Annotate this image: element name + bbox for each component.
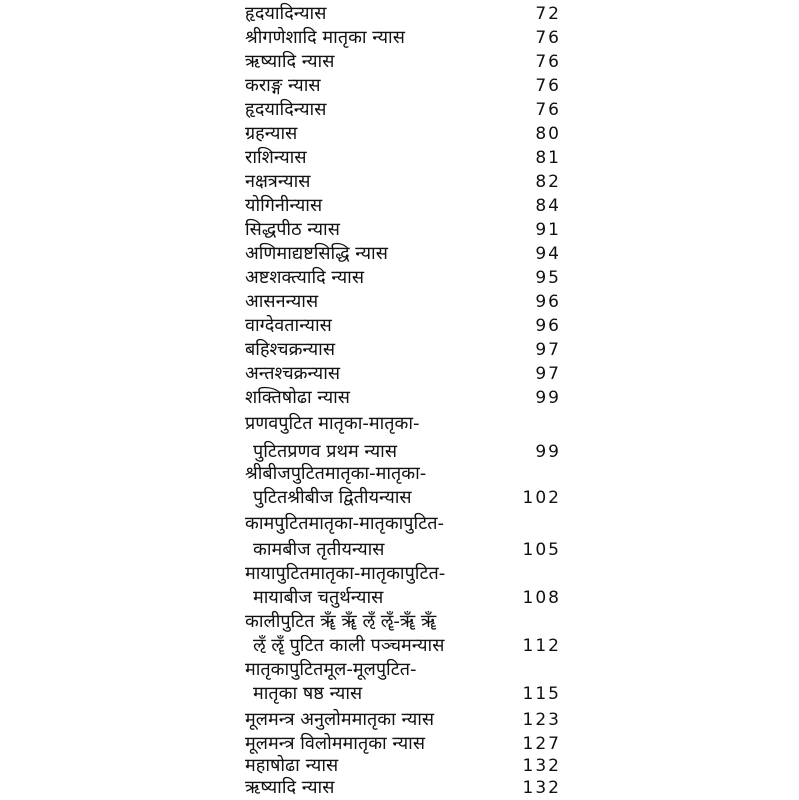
entry-title: मातृका षष्ठ न्यास xyxy=(253,683,363,704)
toc-entry xyxy=(0,538,799,562)
entry-title: ऋष्यादि न्यास xyxy=(245,51,335,72)
toc-entry xyxy=(0,266,799,290)
entry-page: 91 xyxy=(535,220,561,240)
entry-title: बहिश्चक्रन्यास xyxy=(245,339,335,360)
toc-entry xyxy=(0,314,799,338)
entry-page: 82 xyxy=(535,172,561,192)
entry-page: 123 xyxy=(522,710,561,730)
entry-title: मातृकापुटितमूल-मूलपुटित- xyxy=(245,659,417,680)
entry-title: श्रीबीजपुटितमातृका-मातृका- xyxy=(245,463,427,484)
toc-entry xyxy=(0,50,799,74)
entry-title: पुटितश्रीबीज द्वितीयन्यास xyxy=(253,487,412,508)
entry-title: अणिमाद्यष्टसिद्धि न्यास xyxy=(245,243,388,264)
toc-entry xyxy=(0,634,799,658)
toc-entry xyxy=(0,74,799,98)
toc-entry xyxy=(0,122,799,146)
entry-page: 115 xyxy=(522,684,561,704)
toc-entry xyxy=(0,194,799,218)
entry-title: हृदयादिन्यास xyxy=(245,3,327,24)
entry-title: हृदयादिन्यास xyxy=(245,99,327,120)
entry-page: 99 xyxy=(535,442,561,462)
entry-title: ग्रहन्यास xyxy=(245,123,298,144)
toc-entry xyxy=(0,682,799,706)
entry-page: 99 xyxy=(535,388,561,408)
toc-entry xyxy=(0,462,799,486)
entry-page: 96 xyxy=(535,292,561,312)
entry-page: 76 xyxy=(535,100,561,120)
toc-entry xyxy=(0,412,799,436)
toc-entry xyxy=(0,386,799,410)
toc-entry xyxy=(0,776,799,800)
entry-title: आसनन्यास xyxy=(245,291,319,312)
toc-entry xyxy=(0,658,799,682)
toc-entry xyxy=(0,242,799,266)
entry-title: मायाबीज चतुर्थन्यास xyxy=(253,587,384,608)
toc-entry xyxy=(0,26,799,50)
entry-title: राशिन्यास xyxy=(245,147,307,168)
entry-page: 76 xyxy=(535,52,561,72)
toc-entry xyxy=(0,338,799,362)
toc-entry xyxy=(0,2,799,26)
entry-page: 81 xyxy=(535,148,561,168)
toc-entry xyxy=(0,146,799,170)
entry-title: महाषोढा न्यास xyxy=(245,755,339,776)
entry-page: 84 xyxy=(535,196,561,216)
toc-entry xyxy=(0,290,799,314)
entry-title: मूलमन्त्र विलोममातृका न्यास xyxy=(245,733,426,754)
entry-title: मूलमन्त्र अनुलोममातृका न्यास xyxy=(245,709,435,730)
entry-title: श्रीगणेशादि मातृका न्यास xyxy=(245,27,405,48)
entry-title: वाग्देवतान्यास xyxy=(245,315,332,336)
entry-title: कामबीज तृतीयन्यास xyxy=(253,539,385,560)
entry-page: 108 xyxy=(522,588,561,608)
entry-title: प्रणवपुटित मातृका-मातृका- xyxy=(245,413,420,434)
entry-title: पुटितप्रणव प्रथम न्यास xyxy=(253,441,398,462)
entry-page: 80 xyxy=(535,124,561,144)
entry-title: ऋष्यादि न्यास xyxy=(245,777,335,798)
entry-title: शक्तिषोढा न्यास xyxy=(245,387,350,408)
toc-entry xyxy=(0,440,799,464)
entry-page: 132 xyxy=(522,756,561,776)
entry-title: कामपुटितमातृका-मातृकापुटित- xyxy=(245,513,445,534)
toc-entry xyxy=(0,512,799,536)
entry-title: कराङ्ग न्यास xyxy=(245,75,321,96)
entry-title: अन्तश्चक्रन्यास xyxy=(245,363,341,384)
toc-entry xyxy=(0,98,799,122)
entry-page: 112 xyxy=(522,636,561,656)
toc-entry xyxy=(0,170,799,194)
entry-page: 96 xyxy=(535,316,561,336)
entry-page: 102 xyxy=(522,488,561,508)
toc-entry xyxy=(0,610,799,634)
entry-title: योगिनीन्यास xyxy=(245,195,323,216)
entry-page: 76 xyxy=(535,28,561,48)
toc-entry xyxy=(0,586,799,610)
toc-entry xyxy=(0,362,799,386)
entry-page: 95 xyxy=(535,268,561,288)
entry-title: सिद्धपीठ न्यास xyxy=(245,219,340,240)
toc-entry xyxy=(0,708,799,732)
entry-title: अष्टशक्त्यादि न्यास xyxy=(245,267,364,288)
entry-page: 72 xyxy=(535,4,561,24)
toc-entry xyxy=(0,486,799,510)
entry-page: 127 xyxy=(522,734,561,754)
entry-title: कालीपुटित ॠँ ॠँ ऌँ ॡँ-ॠँ ॠँ xyxy=(245,611,437,632)
toc-entry xyxy=(0,754,799,778)
entry-title: मायापुटितमातृका-मातृकापुटित- xyxy=(245,563,446,584)
toc-entry xyxy=(0,218,799,242)
entry-page: 97 xyxy=(535,364,561,384)
entry-page: 105 xyxy=(522,540,561,560)
entry-title: नक्षत्रन्यास xyxy=(245,171,311,192)
entry-page: 97 xyxy=(535,340,561,360)
entry-title: ऌँ ॡँ पुटित काली पञ्चमन्यास xyxy=(253,635,445,656)
entry-page: 94 xyxy=(535,244,561,264)
entry-page: 76 xyxy=(535,76,561,96)
toc-entry xyxy=(0,562,799,586)
entry-page: 132 xyxy=(522,778,561,798)
toc-entry xyxy=(0,732,799,756)
